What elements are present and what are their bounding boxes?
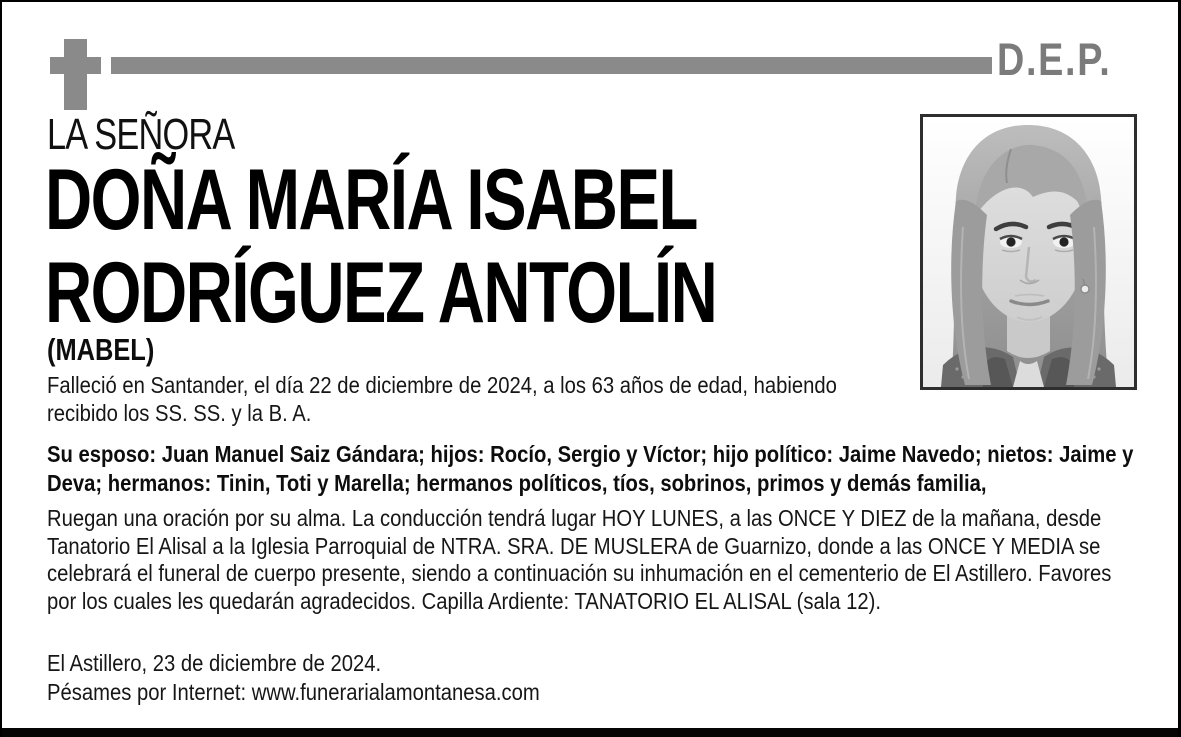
bottom-rule [2,728,1178,737]
condolences-url-text: Pésames por Internet: www.funerarialamontanesa.com [47,679,540,705]
place-date-text: El Astillero, 23 de diciembre de 2024. [47,650,382,676]
woman-portrait-illustration [923,117,1134,387]
dep-label: D.E.P. [997,34,1112,85]
honorific-label: LA SEÑORA [47,110,235,159]
header-rule [111,57,992,74]
family-list-text: Su esposo: Juan Manuel Saiz Gándara; hijos: Rocío, Sergio y Víctor; hijo político: Jaime Navedo; nietos: Jaime y Deva; hermanos: Tinin, Toti y Marella; hermanos políticos, tíos, sobrinos, primos y demás familia, [47,441,1134,496]
deceased-portrait-photo [920,114,1137,390]
nickname-label: (MABEL) [47,332,155,367]
deceased-name-line2: RODRÍGUEZ ANTOLÍN [45,245,717,341]
deceased-name-line1: DOÑA MARÍA ISABEL [45,152,697,248]
deceased-name [45,154,716,340]
funeral-details-text: Ruegan una oración por su alma. La conducción tendrá lugar HOY LUNES, a las ONCE Y DIEZ de la mañana, desde Tanatorio El Alisal a la Iglesia Parroquial de NTRA. SRA. DE MUSLERA de Guarnizo, donde a las ONCE Y MEDIA se celebrará el funeral de cuerpo presente, siendo a continuación su inhumación en el cementerio de El Astillero. Favores por los cuales les quedarán agradecidos. Capilla Ardiente: TANATORIO EL ALISAL (sala 12). [47,505,1112,614]
death-notice-text: Falleció en Santander, el día 22 de diciembre de 2024, a los 63 años de edad, habiendo recibido los SS. SS. y la B. A. [47,372,837,426]
